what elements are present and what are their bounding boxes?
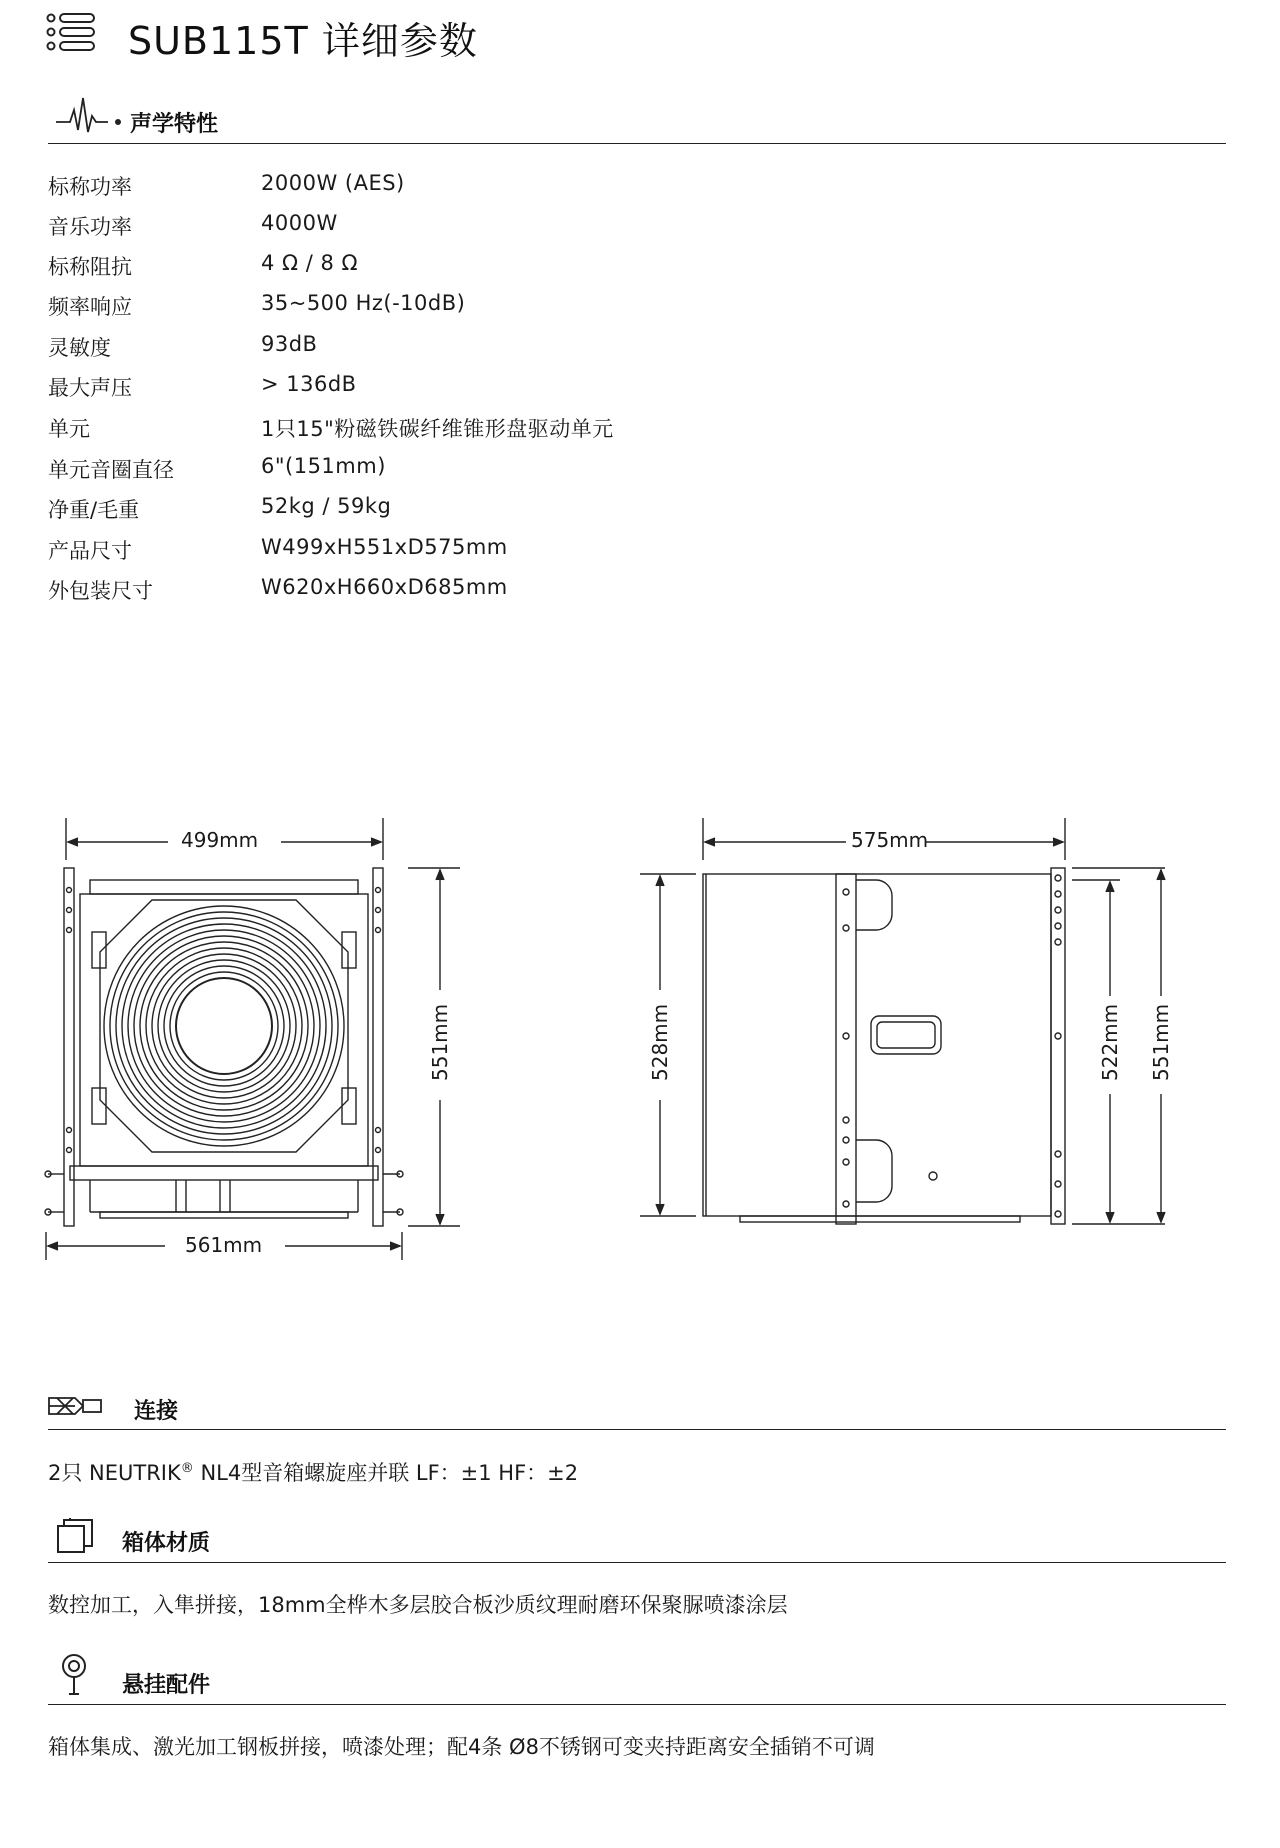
spec-value: 1只15"粉磁铁碳纤维锥形盘驱动单元: [261, 417, 614, 441]
spec-value: 2000W (AES): [261, 171, 405, 195]
material-divider: [48, 1562, 1226, 1563]
waveform-icon: [56, 96, 124, 136]
spec-label: 标称阻抗: [48, 255, 132, 279]
spec-value: > 136dB: [261, 372, 357, 396]
front-view-drawing: [0, 800, 640, 1300]
registered-mark: ®: [180, 1461, 194, 1476]
front-bottom-width-label: 561mm: [185, 1233, 263, 1257]
rigging-text: 箱体集成、激光加工钢板拼接，喷漆处理；配4条 Ø8不锈钢可变夹持距离安全插销不可调: [48, 1735, 875, 1759]
spec-value: 4 Ω / 8 Ω: [261, 251, 359, 275]
spec-label: 单元: [48, 417, 90, 441]
connector-icon: [47, 1394, 105, 1418]
side-total-height-label: 551mm: [1149, 1003, 1173, 1081]
spec-label: 标称功率: [48, 175, 132, 199]
spec-value: 35~500 Hz(-10dB): [261, 291, 466, 315]
front-height-label: 551mm: [428, 1003, 452, 1081]
connection-heading: 连接: [134, 1399, 179, 1424]
cabinet-layers-icon: [56, 1518, 96, 1554]
connection-text: [48, 1457, 578, 1487]
connection-text-main: 2只 NEUTRIK: [48, 1461, 181, 1485]
spec-value: 6"(151mm): [261, 454, 386, 478]
front-top-width-label: 499mm: [181, 828, 259, 852]
spec-value: W499xH551xD575mm: [261, 535, 508, 559]
material-text: 数控加工，入隼拼接，18mm全桦木多层胶合板沙质纹理耐磨环保聚脲喷漆涂层: [48, 1593, 788, 1617]
connection-text-rest: NL4型音箱螺旋座并联 LF：±1 HF：±2: [193, 1461, 579, 1485]
spec-value: 4000W: [261, 211, 338, 235]
connection-divider: [48, 1429, 1226, 1430]
spec-label: 外包装尺寸: [48, 579, 153, 603]
spec-value: 93dB: [261, 332, 318, 356]
spec-label: 音乐功率: [48, 215, 132, 239]
side-depth-label: 575mm: [851, 828, 929, 852]
spec-label: 灵敏度: [48, 336, 111, 360]
material-heading: 箱体材质: [122, 1531, 211, 1556]
rigging-divider: [48, 1704, 1226, 1705]
hanging-ring-icon: [60, 1654, 88, 1696]
spec-label: 最大声压: [48, 376, 132, 400]
spec-value: 52kg / 59kg: [261, 494, 392, 518]
side-bracket-height-label: 522mm: [1098, 1003, 1122, 1081]
rigging-heading: 悬挂配件: [122, 1673, 211, 1698]
page-title: SUB115T 详细参数: [128, 19, 478, 63]
spec-value: W620xH660xD685mm: [261, 575, 508, 599]
side-view-drawing: [620, 800, 1180, 1240]
spec-list-icon: [46, 12, 98, 54]
acoustic-divider: [48, 143, 1226, 144]
spec-label: 净重/毛重: [48, 498, 140, 522]
acoustic-heading: 声学特性: [130, 112, 219, 137]
spec-label: 产品尺寸: [48, 539, 132, 563]
side-cabinet-height-label: 528mm: [648, 1003, 672, 1081]
spec-label: 单元音圈直径: [48, 458, 174, 482]
spec-label: 频率响应: [48, 295, 132, 319]
